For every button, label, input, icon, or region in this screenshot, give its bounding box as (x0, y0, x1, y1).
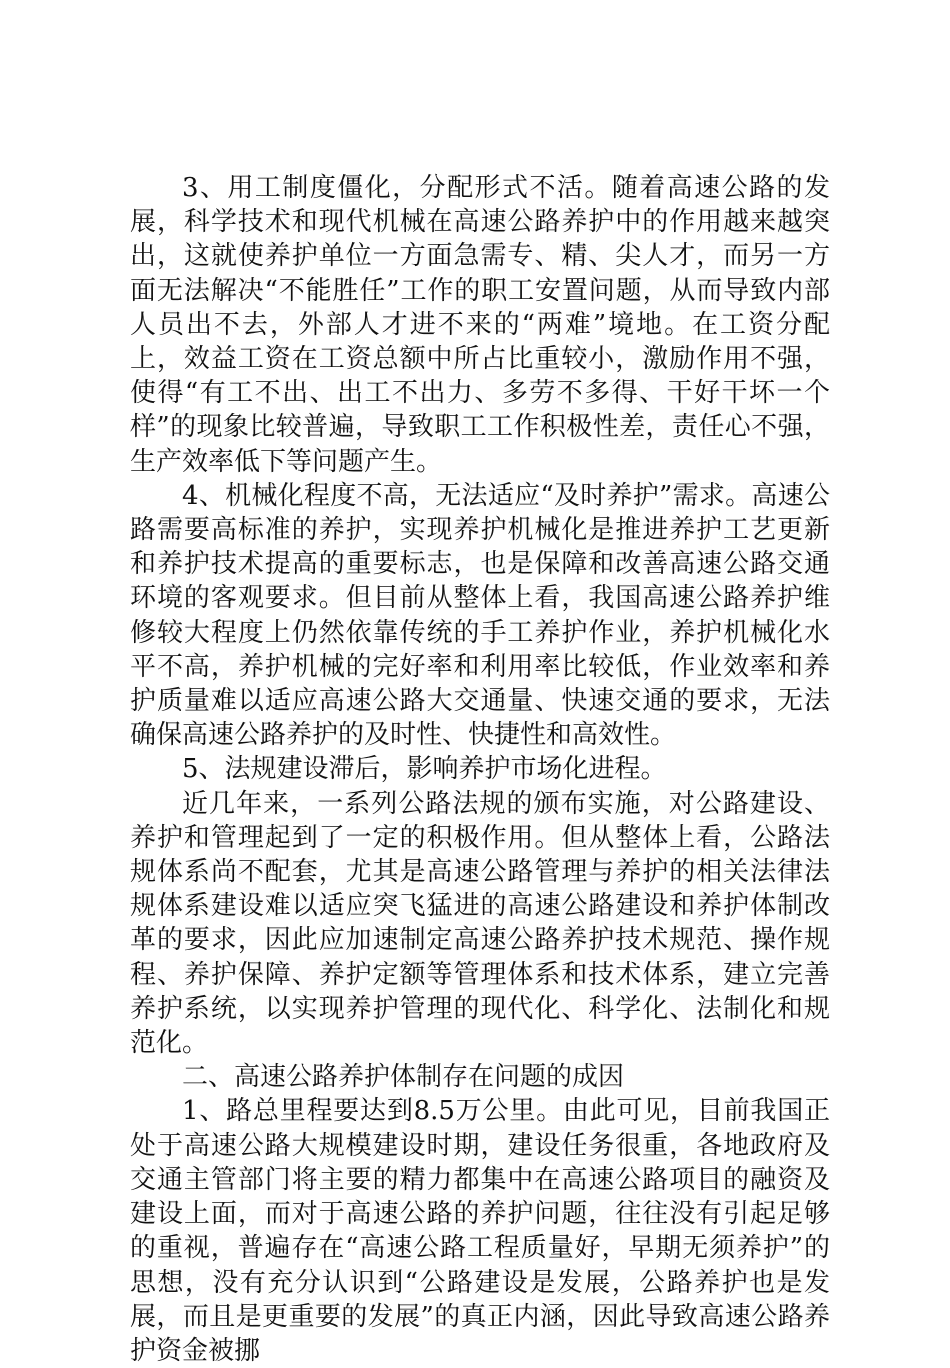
paragraph-regulation-body: 近几年来，一系列公路法规的颁布实施，对公路建设、养护和管理起到了一定的积极作用。但从整体上看，公路法规体系尚不配套，尤其是高速公路管理与养护的相关法律法规体系建设难以适应突飞猛进的高速公路建设和养护体制改革的要求，因此应加速制定高速公路养护技术规范、操作规程、养护保障、养护定额等管理体系和技术体系，建立完善养护系统，以实现养护管理的现代化、科学化、法制化和规范化。 (130, 788, 830, 1059)
paragraph-mechanization: 4、机械化程度不高，无法适应“及时养护”需求。高速公路需要高标准的养护，实现养护机械化是推进养护工艺更新和养护技术提高的重要标志，也是保障和改善高速公路交通环境的客观要求。但目前从整体上看，我国高速公路养护维修较大程度上仍然依靠传统的手工养护作业，养护机械化水平不高，养护机械的完好率和利用率比较低，作业效率和养护质量难以适应高速公路大交通量、快速交通的要求，无法确保高速公路养护的及时性、快捷性和高效性。 (130, 480, 830, 751)
paragraph-employment-system: 3、用工制度僵化，分配形式不活。随着高速公路的发展，科学技术和现代机械在高速公路养护中的作用越来越突出，这就使养护单位一方面急需专、精、尖人才，而另一方面无法解决“不能胜任”工作的职工安置问题，从而导致内部人员出不去，外部人才进不来的“两难”境地。在工资分配上，效益工资在工资总额中所占比重较小，激励作用不强，使得“有工不出、出工不出力、多劳不多得、干好干坏一个样”的现象比较普遍，导致职工工作积极性差，责任心不强，生产效率低下等问题产生。 (130, 173, 830, 477)
paragraph-causes-1: 1、路总里程要达到8.5万公里。由此可见，目前我国正处于高速公路大规模建设时期，建设任务很重，各地政府及交通主管部门将主要的精力都集中在高速公路项目的融资及建设上面，而对于高速公路的养护问题，往往没有引起足够的重视，普遍存在“高速公路工程质量好，早期无须养护”的思想，没有充分认识到“公路建设是发展，公路养护也是发展，而且是更重要的发展”的真正内涵，因此导致高速公路养护资金被挪 (130, 1096, 830, 1366)
paragraph-regulation-heading: 5、法规建设滞后，影响养护市场化进程。 (182, 754, 667, 785)
section-heading-causes: 二、高速公路养护体制存在问题的成因 (182, 1062, 625, 1093)
document-page (130, 171, 830, 1368)
